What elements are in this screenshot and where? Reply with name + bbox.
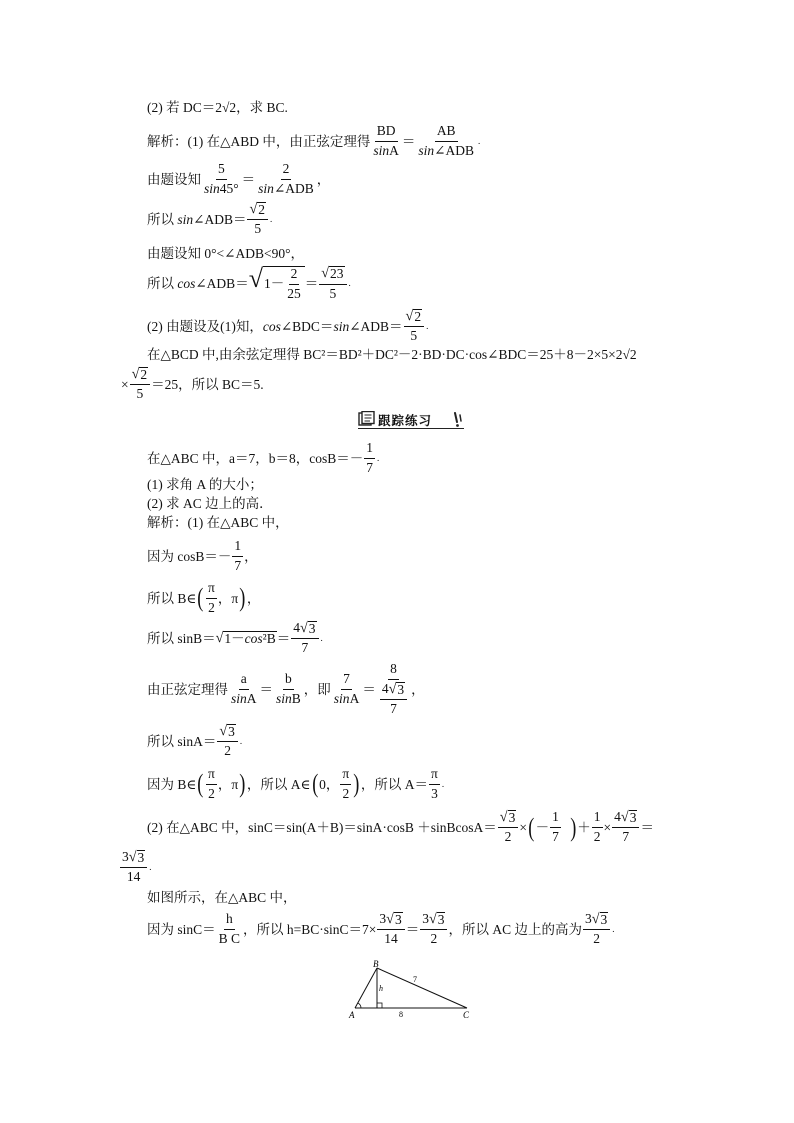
cosine-law-line [147, 348, 637, 362]
fraction-4sqrt3-over-7: 4 √ 3 7 [291, 621, 318, 656]
triangle-diagram [345, 958, 485, 1020]
label-side-bc: 7 [413, 975, 417, 984]
fraction-sqrt3-over-2: √ 3 2 [217, 724, 238, 759]
exercise-problem-text: 在△ABC 中，a＝7，b＝8，cosB＝－ [147, 450, 364, 466]
ie-text: ，即 [303, 681, 331, 697]
sine-law-line: 由正弦定理得 $\frac{a}{\sin A}$ ＝ $\frac{b}{\sin B}$ ，即 $\frac{7}{\sin A}$ ＝ 8 4 √ 3 7 ， [147, 661, 425, 717]
fraction-sqrt2-over-5: √ 2 5 [247, 202, 268, 237]
so-b-in-text: 所以 B∈ [147, 590, 197, 606]
angle-a-line: 因为 B∈ ( $\frac{\pi}{2}$ ，π ) ，所以 A∈ ( 0， $\frac{\pi}{2}$ ) ，所以 A＝ $\frac{\pi}{3}$ . [147, 766, 445, 801]
range-adb-text: 由题设知 0°<∠ADB<90°， [147, 246, 304, 261]
cosine-law-end-text: ＝25，所以 BC＝5. [151, 376, 264, 392]
because-b-in-text: 因为 B∈ [147, 776, 197, 792]
fraction-8-over-4sqrt3-over-7: 8 4 √ 3 7 [377, 662, 410, 717]
part-2-prefix: (2) 由题设及(1)知， [147, 318, 263, 334]
cos-adb-line: 所以 cos∠ADB＝ √ 1－ $\frac{2}{25}$ ＝ √ 23 5 . [147, 264, 351, 301]
exercise-sol1-line [147, 516, 289, 530]
section-label: 跟踪练习 [378, 413, 433, 428]
fraction-2-over-sinadb: $\frac{2}{\text{sin∠ADB}}$ [258, 161, 314, 196]
so-sinb-text: 所以 sinB＝ [147, 630, 216, 646]
so-a-eq-text: ，所以 A＝ [360, 776, 429, 792]
label-a: A [349, 1010, 355, 1020]
because-cosb-line: 因为 cosB＝－ $\frac{1}{7}$ ， [147, 538, 258, 573]
exercise-q2-text: (2) 求 AC 边上的高． [147, 496, 273, 511]
part2-sinc-line: (2) 在△ABC 中，sinC＝sin(A＋B)＝sinA·cosB ＋sinBcosA＝ √ 3 2 × ( － $\frac{1}{7}$ ) ＋ $\frac{1}{2}$ × 4 √ 3 7 ＝ [147, 809, 654, 845]
fraction-1-over-7-b: $\frac{1}{7}$ [234, 538, 242, 573]
because-sinc-text: 因为 sinC＝ [147, 921, 216, 937]
cosine-law-text: 在△BCD 中,由余弦定理得 BC²＝BD²＋DC²－2·BD·DC·cos∠BDC＝25＋8－2×5×2√2 [147, 347, 637, 362]
question-2-line [147, 101, 288, 115]
exclamation-icon [452, 412, 464, 428]
right-angle-mark [377, 1003, 382, 1008]
so-text-2: 所以 [147, 276, 174, 292]
exercise-problem-line: 在△ABC 中，a＝7，b＝8，cosB＝－ $\frac{1}{7}$ . [147, 440, 380, 475]
given-line: 由题设知 $\frac{5}{\sin 45^\circ}$ ＝ $\frac{2}{\text{sin∠ADB}}$ ， [147, 161, 331, 196]
exercise-q1-text: (1) 求角 A 的大小； [147, 477, 263, 492]
label-b: B [373, 959, 379, 969]
so-sina-text: 所以 sinA＝ [147, 733, 217, 749]
exercise-sol1-text: 解析：(1) 在△ABC 中， [147, 515, 289, 530]
label-h: h [379, 984, 383, 993]
section-underline [358, 428, 464, 429]
exercise-q1-line [147, 478, 263, 492]
fraction-1-over-7: $\frac{1}{7}$ [366, 440, 374, 475]
height-line: 因为 sinC＝ $\frac{h}{\text{B C}}$ ，所以 h=BC·sinC＝7× 3 √ 3 14 ＝ 3 √ 3 2 ，所以 AC 边上的高为 3 √ 3 2 . [147, 911, 615, 947]
radical-1-minus: √ 1－ $\frac{2}{25}$ [249, 266, 305, 302]
side-bc [377, 968, 467, 1008]
fraction-bd-over-sina: $\frac{BD}{\sin A}$ [373, 123, 399, 158]
so-h-text: ，所以 h=BC·sinC＝7× [243, 921, 377, 937]
so-b-in-line: 所以 B∈ ( $\frac{\pi}{2}$ ，π ) ， [147, 580, 261, 615]
label-side-ac: 8 [399, 1010, 403, 1019]
part-2-line: (2) 由题设及(1)知， cos∠BDC＝sin∠ADB＝ √ 2 5 . [147, 308, 429, 344]
side-ab [355, 968, 377, 1008]
fraction-ab-over-sinadb: $\frac{AB}{\text{sin∠ADB}}$ [418, 123, 474, 158]
cosine-law-end-line: × √ 2 5 ＝25，所以 BC＝5. [121, 366, 264, 402]
fraction-sqrt23-over-5: √ 23 5 [319, 266, 346, 301]
notebook-icon [358, 411, 376, 427]
question-2-text: (2) 若 DC＝2√2，求 BC. [147, 100, 288, 115]
solution-1-prefix: 解析：(1) 在△ABD 中，由正弦定理得 [147, 133, 371, 149]
fraction-3sqrt3-over-14: 3 √ 3 14 [120, 850, 147, 885]
fraction-5-over-sin45: $\frac{5}{\sin 45^\circ}$ [204, 161, 239, 196]
because-cosb-text: 因为 cosB＝－ [147, 548, 232, 564]
sinb-line: 所以 sinB＝ √ 1－cos²B ＝ 4 √ 3 7 . [147, 620, 323, 656]
fraction-sqrt2-over-5-b: √ 2 5 [404, 309, 425, 344]
part2-result-line: 3 √ 3 14 . [122, 849, 152, 885]
height-is-text: ，所以 AC 边上的高为 [448, 921, 582, 937]
as-shown-line [147, 891, 297, 905]
part2-text: (2) 在△ABC 中，sinC＝sin(A＋B)＝sinA·cosB ＋sinBcosA＝ [147, 819, 497, 835]
sin-adb-line: 所以 sin∠ADB＝ √ 2 5 . [147, 201, 273, 237]
as-shown-text: 如图所示，在△ABC 中， [147, 890, 297, 905]
sina-line: 所以 sinA＝ √ 3 2 . [147, 723, 243, 759]
range-adb-line [147, 247, 304, 261]
section-badge [358, 409, 464, 431]
sine-law-text: 由正弦定理得 [147, 681, 228, 697]
fraction-sqrt2-over-5-c: √ 2 5 [130, 367, 151, 402]
so-text: 所以 [147, 211, 174, 227]
so-a-in-text: ，所以 A∈ [246, 776, 311, 792]
angle-a-arc [358, 1003, 361, 1008]
exercise-q2-line [147, 497, 273, 511]
given-prefix: 由题设知 [147, 171, 201, 187]
label-c: C [463, 1010, 470, 1020]
solution-1-line: 解析：(1) 在△ABD 中，由正弦定理得 $\frac{BD}{\sin A}$ ＝ $\frac{AB}{\text{sin∠ADB}}$ . [147, 123, 481, 158]
